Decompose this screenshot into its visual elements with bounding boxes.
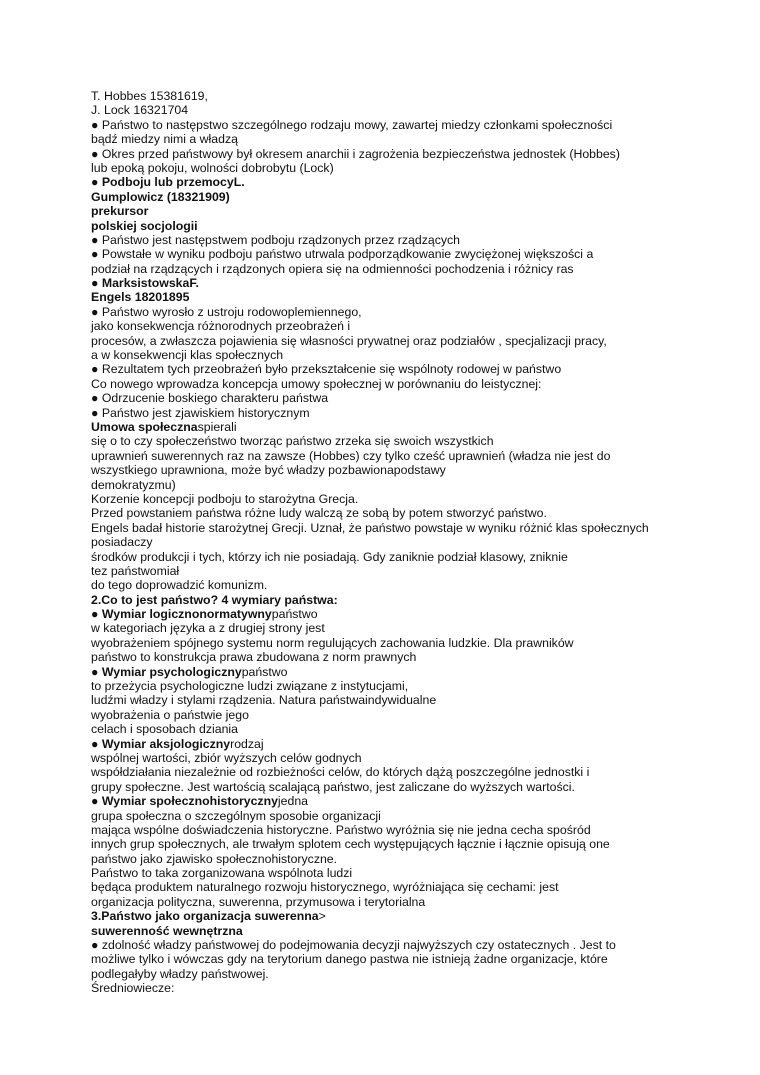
bold-text-run: 3.Państwo jako organizacja suwerenna (91, 909, 319, 924)
text-run: będąca produktem naturalnego rozwoju historycznego, wyróżniająca się cechami: jest (91, 880, 559, 895)
text-line (91, 550, 731, 564)
text-run: ● Powstałe w wyniku podboju państwo utrwala podporządkowanie zwyciężonej większości a (91, 247, 594, 262)
text-line (91, 621, 731, 635)
text-run: wyobrażeniem spójnego systemu norm regulujących zachowania ludzkie. Dla prawników (91, 635, 574, 650)
text-run: Przed powstaniem państwa różne ludy walczą ze sobą by potem stworzyć państwo. (91, 506, 547, 521)
text-line (91, 880, 731, 894)
text-line (91, 794, 731, 808)
text-run: lub epoką pokoju, wolności dobrobytu (Lock) (91, 160, 334, 175)
text-line (91, 247, 731, 261)
text-run: T. Hobbes 15381619, (91, 89, 208, 103)
text-run: wspólnej wartości, zbiór wyższych celów godnych (91, 750, 362, 765)
text-line (91, 665, 731, 679)
text-run: > (318, 909, 326, 924)
text-run: organizacja polityczna, suwerenna, przymusowa i terytorialna (91, 894, 426, 909)
text-run: grupa społeczna o szczególnym sposobie organizacji (91, 808, 381, 823)
text-run: państwo (271, 607, 318, 622)
document-page (91, 89, 731, 996)
text-run: mająca wspólne doświadczenia historyczne. Państwo wyróżnia się nie jedna cecha spośród (91, 822, 591, 837)
text-run: ● Państwo to następstwo szczególnego rodzaju mowy, zawartej miedzy członkami społeczności (91, 117, 613, 132)
text-line (91, 276, 731, 290)
bold-text-run: ● Podboju lub przemocyL. (91, 175, 245, 190)
text-line (91, 492, 731, 506)
text-line (91, 981, 731, 995)
text-line (91, 290, 731, 304)
text-run: rodzaj (230, 736, 264, 751)
text-run: demokratyzmu) (91, 477, 176, 492)
text-line (91, 737, 731, 751)
text-run: państwo (241, 664, 288, 679)
text-run: ● zdolność władzy państwowej do podejmowania decyzji najwyższych czy ostatecznych . Jest to (91, 938, 616, 953)
text-line (91, 650, 731, 664)
text-line (91, 175, 731, 189)
text-line (91, 751, 731, 765)
bold-text-run: ● Wymiar logicznonormatywny (91, 607, 272, 622)
text-line (91, 103, 731, 117)
text-run: podlegałyby władzy państwowej. (91, 966, 269, 981)
text-run: Co nowego wprowadza koncepcja umowy społecznej w porównaniu do leistycznej: (91, 376, 542, 391)
text-run: wszystkiego uprawniona, może być władzy pozbawionapodstawy (91, 463, 446, 478)
text-run: Państwo to taka zorganizowana wspólnota ludzi (91, 866, 353, 881)
text-run: w kategoriach języka a z drugiej strony jest (91, 621, 325, 636)
text-line (91, 161, 731, 175)
text-line (91, 564, 731, 578)
text-run: ● Okres przed państwowy był okresem anarchii i zagrożenia bezpieczeństwa jednostek (Hobbes) (91, 146, 620, 161)
text-line (91, 823, 731, 837)
text-run: jako konsekwencja różnorodnych przeobrażeń i (91, 319, 351, 334)
text-run: bądź miedzy nimi a władzą (91, 132, 238, 147)
text-line (91, 406, 731, 420)
text-run: ● Odrzucenie boskiego charakteru państwa (91, 391, 329, 406)
bold-text-run: 2.Co to jest państwo? 4 wymiary państwa: (91, 592, 338, 607)
text-run: współdziałania niezależnie od rozbieżności celów, do których dążą poszczególne jednostki i (91, 765, 590, 780)
text-line (91, 535, 731, 549)
text-run: tez państwomiał (91, 563, 180, 578)
text-line (91, 334, 731, 348)
text-run: podział na rządzących i rządzonych opiera się na odmienności pochodzenia i różnicy ras (91, 261, 574, 276)
text-run: a w konsekwencji klas społecznych (91, 348, 284, 363)
bold-text-run: Engels 18201895 (91, 290, 190, 305)
text-line (91, 722, 731, 736)
text-line (91, 967, 731, 981)
text-line (91, 679, 731, 693)
text-run: Korzenie koncepcji podboju to starożytna Grecja. (91, 491, 359, 506)
text-line (91, 578, 731, 592)
text-run: państwo jako zjawisko społecznohistoryczne. (91, 851, 338, 866)
text-run: grupy społeczne. Jest wartością scalającą państwo, jest zaliczane do wyższych wartości. (91, 779, 575, 794)
text-run: państwo to konstrukcja prawa zbudowana z norm prawnych (91, 650, 417, 665)
text-line (91, 147, 731, 161)
text-line (91, 132, 731, 146)
text-line (91, 305, 731, 319)
text-run: Średniowiecze: (91, 981, 175, 996)
text-line (91, 895, 731, 909)
text-line (91, 924, 731, 938)
text-line (91, 377, 731, 391)
text-line (91, 348, 731, 362)
text-line (91, 866, 731, 880)
text-line (91, 708, 731, 722)
bold-text-run: prekursor (91, 204, 149, 219)
text-line (91, 233, 731, 247)
text-run: spierali (197, 419, 237, 434)
text-run: procesów, a zwłaszcza pojawienia się własności prywatnej oraz podziałów , specjalizacji pracy, (91, 333, 607, 348)
text-line (91, 420, 731, 434)
text-run: środków produkcji i tych, którzy ich nie posiadają. Gdy zaniknie podział klasowy, zniknie (91, 549, 568, 564)
text-line (91, 478, 731, 492)
bold-text-run: suwerenność wewnętrzna (91, 923, 243, 938)
text-line (91, 636, 731, 650)
text-line (91, 607, 731, 621)
text-line (91, 449, 731, 463)
bold-text-run: Gumplowicz (18321909) (91, 189, 230, 204)
text-run: posiadaczy (91, 535, 153, 550)
bold-text-run: ● MarksistowskaF. (91, 276, 199, 291)
text-line (91, 506, 731, 520)
bold-text-run: ● Wymiar społecznohistoryczny (91, 794, 278, 809)
text-line (91, 118, 731, 132)
text-run: możliwe tylko i wówczas gdy na terytorium danego pastwa nie istnieją żadne organizacje, które (91, 952, 608, 967)
text-run: do tego doprowadzić komunizm. (91, 578, 268, 593)
text-run: się o to czy społeczeństwo tworząc państwo zrzeka się swoich wszystkich (91, 434, 494, 449)
bold-text-run: polskiej socjologii (91, 218, 198, 233)
text-line (91, 89, 731, 103)
text-line (91, 952, 731, 966)
text-run: Engels badał historie starożytnej Grecji. Uznał, że państwo powstaje w wyniku różnić klas społecznych (91, 520, 649, 535)
text-line (91, 190, 731, 204)
text-line (91, 938, 731, 952)
text-line (91, 463, 731, 477)
text-run: ludźmi władzy i stylami rządzenia. Natura państwaindywidualne (91, 693, 437, 708)
text-line (91, 765, 731, 779)
text-line (91, 852, 731, 866)
text-run: uprawnień suwerennych raz na zawsze (Hobbes) czy tylko cześć uprawnień (władza nie jest do (91, 448, 611, 463)
text-run: to przeżycia psychologiczne ludzi związane z instytucjami, (91, 679, 409, 694)
text-line (91, 837, 731, 851)
text-line (91, 593, 731, 607)
text-line (91, 204, 731, 218)
text-line (91, 521, 731, 535)
text-run: jedna (277, 794, 309, 809)
text-line (91, 780, 731, 794)
text-line (91, 219, 731, 233)
text-line (91, 809, 731, 823)
text-run: ● Rezultatem tych przeobrażeń było przekształcenie się wspólnoty rodowej w państwo (91, 362, 562, 377)
text-line (91, 262, 731, 276)
text-line (91, 362, 731, 376)
text-run: ● Państwo jest następstwem podboju rządzonych przez rządzących (91, 232, 461, 247)
text-run: J. Lock 16321704 (91, 103, 189, 118)
text-line (91, 391, 731, 405)
text-line (91, 693, 731, 707)
text-line (91, 319, 731, 333)
text-run: wyobrażenia o państwie jego (91, 707, 249, 722)
text-run: innych grup społecznych, ale trwałym splotem cech występujących łącznie i łącznie opisują one (91, 837, 610, 852)
text-run: celach i sposobach dziania (91, 722, 238, 737)
text-run: ● Państwo jest zjawiskiem historycznym (91, 405, 310, 420)
text-run: ● Państwo wyrosło z ustroju rodowoplemiennego, (91, 304, 362, 319)
text-line (91, 434, 731, 448)
bold-text-run: ● Wymiar aksjologiczny (91, 736, 231, 751)
text-line (91, 909, 731, 923)
bold-text-run: ● Wymiar psychologiczny (91, 664, 242, 679)
bold-text-run: Umowa społeczna (91, 419, 198, 434)
